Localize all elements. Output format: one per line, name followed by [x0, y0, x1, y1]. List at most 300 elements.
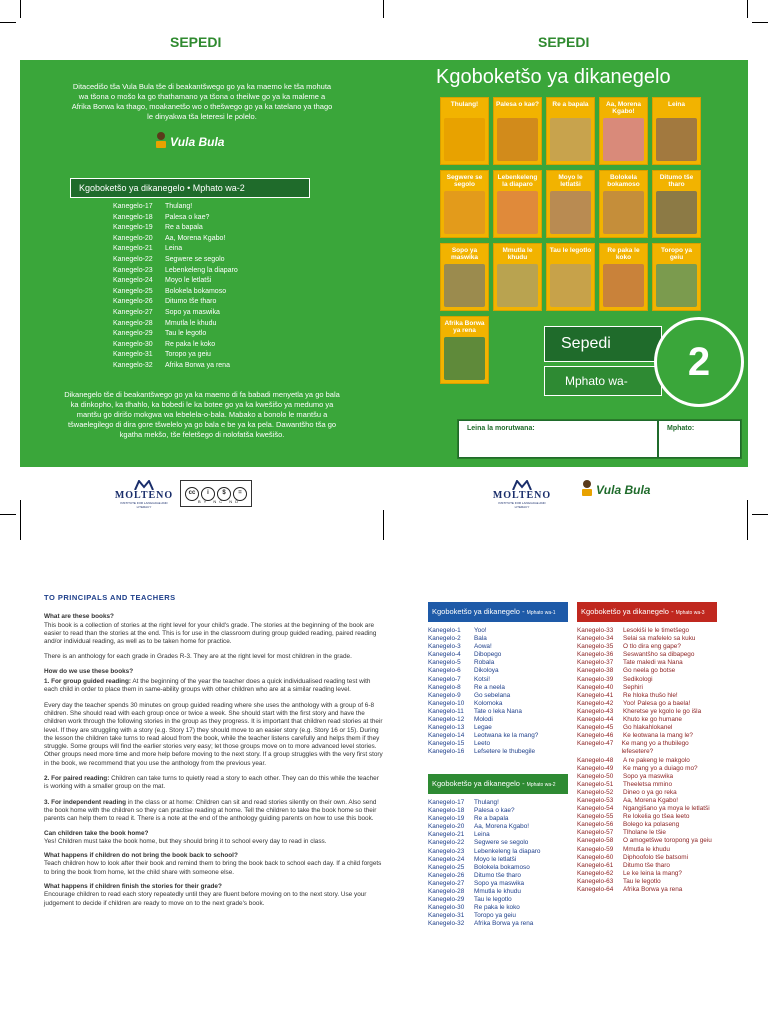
story-row [577, 789, 719, 797]
grade1-heading [428, 602, 568, 622]
story-row [577, 886, 719, 894]
story-number: Kanegelo-9 [428, 691, 461, 699]
story-title: Leina [474, 831, 490, 839]
story-number: Kanegelo-11 [428, 707, 464, 715]
question-heading: What are these books? [44, 613, 114, 621]
story-title: Re paka le koko [165, 340, 216, 348]
story-number: Kanegelo-64 [577, 886, 614, 893]
story-row [428, 684, 568, 692]
story-title: Re a bapala [474, 815, 509, 823]
story-title: Sopo ya maswika [474, 879, 525, 887]
story-title: Ditumo tše tharo [165, 298, 217, 306]
story-number: Kanegelo-31 [428, 912, 465, 920]
story-title: Moyo le letlatši [474, 855, 517, 863]
learner-grade-field[interactable]: Mphato: [658, 420, 741, 458]
story-number: Kanegelo-18 [428, 807, 465, 815]
story-title: Leeto [474, 740, 490, 748]
crop-mark [20, 0, 21, 18]
vula-bula-logo-text: Vula Bula [596, 483, 651, 497]
story-number: Kanegelo-30 [113, 340, 153, 348]
story-title: Aowa! [474, 643, 492, 651]
story-row [428, 748, 568, 756]
story-number: Kanegelo-39 [577, 675, 614, 683]
story-number: Kanegelo-2 [428, 635, 461, 643]
story-row [428, 864, 568, 872]
story-title: Tlholane le tšie [623, 829, 666, 837]
story-title: Thulang! [165, 203, 193, 210]
story-number: Kanegelo-25 [113, 287, 153, 295]
book-title: Afrika Borwa ya rena [444, 320, 485, 334]
story-number: Kanegelo-14 [428, 732, 465, 740]
story-row [113, 329, 313, 340]
story-title: Dikoloya [474, 667, 499, 675]
story-title: Sephiri [623, 683, 643, 691]
paragraph [44, 799, 384, 824]
story-row [577, 821, 719, 829]
story-title: Aa, Morena Kgabo! [474, 823, 530, 831]
story-number: Kanegelo-56 [577, 821, 614, 829]
vula-bula-logo-right [576, 478, 656, 502]
question-heading: What happens if children do not bring the book back to school? [44, 852, 238, 860]
story-number: Kanegelo-30 [428, 904, 465, 912]
story-number: Kanegelo-47 [577, 740, 614, 748]
story-title: Legae [474, 724, 492, 732]
story-row [577, 676, 719, 684]
paragraph [44, 678, 384, 695]
story-title: Le ke leina la mang? [623, 869, 682, 877]
story-title: A re pakeng le makgolo [623, 756, 690, 764]
story-title: Bolokela bokamoso [474, 863, 530, 871]
story-row [113, 202, 313, 213]
book-cover [493, 97, 542, 165]
story-number: Kanegelo-26 [113, 298, 153, 306]
story-number: Kanegelo-23 [113, 266, 153, 274]
molteno-mark-icon [511, 480, 533, 490]
story-title: Re a neela [474, 683, 505, 691]
story-number: Kanegelo-12 [428, 716, 465, 724]
molteno-name: MOLTENO [114, 490, 174, 501]
story-row [577, 765, 719, 773]
book-cover [546, 243, 595, 311]
story-number: Kanegelo-36 [577, 651, 614, 659]
book-cover [493, 243, 542, 311]
story-title: Bala [474, 635, 487, 643]
grade-number-circle: 2 [654, 317, 744, 407]
story-number: Kanegelo-50 [577, 772, 614, 780]
back-intro-text: Ditacedišo tša Vula Bula tše di beakantšwego go ya ka maemo ke tša mohuta wa tšona o mošo ka go thathamano ya tšona o theilwe go ya ka maleme a Afrika Borwa ka thago, moakanetšo wo o thešwego go ya ka tatelano ya thago le dinyakwa tša leteresi le polelo. [71, 82, 333, 121]
book-illustration [497, 118, 538, 161]
story-row [428, 831, 568, 839]
story-number: Kanegelo-40 [577, 683, 614, 691]
story-title: Mmutla le khudu [165, 319, 217, 327]
book-title: Aa, Morena Kgabo! [605, 101, 642, 115]
story-row [113, 244, 313, 255]
story-title: Mmutla le khudu [623, 845, 670, 853]
story-row [428, 799, 568, 807]
story-title: Selai sa mafelelo sa kuku [623, 635, 696, 643]
story-title: Kotsi! [474, 675, 490, 683]
story-number: Kanegelo-5 [428, 659, 461, 667]
story-number: Kanegelo-63 [577, 877, 614, 885]
book-title: Lebenkeleng la diaparo [497, 174, 538, 188]
grade3-heading-text: Kgoboketšo ya dikanegelo - [581, 607, 676, 616]
story-number: Kanegelo-7 [428, 675, 461, 683]
story-row [577, 724, 719, 732]
story-number: Kanegelo-6 [428, 667, 461, 675]
story-number: Kanegelo-8 [428, 683, 461, 691]
story-row [428, 888, 568, 896]
story-number: Kanegelo-32 [113, 361, 153, 369]
principals-heading: TO PRINCIPALS AND TEACHERS [44, 593, 176, 602]
story-row [428, 839, 568, 847]
story-number: Kanegelo-19 [113, 224, 153, 232]
book-illustration [550, 191, 591, 234]
story-number: Kanegelo-18 [113, 213, 153, 221]
grade2-heading [428, 774, 568, 794]
grade2-story-list [428, 799, 568, 929]
grade1-story-list [428, 627, 568, 757]
story-title: Segwere se segolo [165, 255, 225, 263]
book-illustration [656, 118, 697, 161]
question-heading: What happens if children finish the stories for their grade? [44, 883, 222, 891]
book-cover [652, 170, 701, 238]
paragraph: Every day the teacher spends 30 minutes on group guided reading where she uses the anthology with a group of 6-8 children. She should read with each group once or twice a week. She should start with the first story and have the children work through the following stories in the group as they progress. It is important that children read stories at their level. If they are struggling with a story (e.g. Story 17) they should move to an easier story (e.g. Story 16 or 15). During the lesson the children take turns to read aloud from the book, while the teacher listens carefully and helps them if they struggle. Some groups will find the earlier stories very easy; let those groups move on to more advanced level stories. Other groups need more time and more help before moving to the next story. If a group struggles with the very first story in the book, we recommend that you use the anthology from the previous year. [44, 701, 383, 767]
story-title: Kolomoka [474, 699, 503, 707]
story-row [577, 781, 719, 789]
story-row [428, 856, 568, 864]
question-heading: Can children take the book home? [44, 829, 149, 837]
story-title: Re paka le koko [474, 904, 520, 912]
story-title: Re hloka thušo hle! [623, 691, 678, 699]
language-header-right: SEPEDI [538, 34, 590, 50]
story-row [428, 896, 568, 904]
molteno-name: MOLTENO [492, 490, 552, 501]
book-title: Toropo ya geiu [661, 247, 692, 261]
story-row [577, 692, 719, 700]
story-number: Kanegelo-3 [428, 643, 461, 651]
story-title: Tate o leka Nana [474, 707, 522, 715]
story-title: Segwere se segolo [474, 839, 529, 847]
story-title: Ke leotwana la mang le? [623, 732, 693, 740]
story-row [113, 340, 313, 351]
book-illustration [656, 264, 697, 307]
story-number: Kanegelo-17 [113, 203, 153, 210]
story-number: Kanegelo-21 [428, 831, 465, 839]
story-number: Kanegelo-60 [577, 853, 614, 861]
story-row [428, 676, 568, 684]
book-cover [440, 243, 489, 311]
story-title: O amogetšwe toropong ya geiu [623, 837, 712, 845]
story-number: Kanegelo-28 [113, 319, 153, 327]
story-number: Kanegelo-21 [113, 245, 153, 253]
language-header-left: SEPEDI [170, 34, 222, 50]
story-row [577, 700, 719, 708]
paragraph: Teach children how to look after their book and remind them to bring the book back to school each day. If a child forgets to bring the book from home, let the child share with someone else. [44, 860, 382, 876]
story-title: Molodi [474, 716, 493, 724]
story-title: Mmutla le khudu [474, 888, 521, 896]
paragraph-body: in the class or at home: Children can sit and read stories silently on their own. Also send the book home with the children so they can practise reading at home. Tell the children to take the book home so their parents can help them to read it. There is a note at the end of the anthology guiding parents on how to use this book. [44, 798, 377, 823]
story-number: Kanegelo-52 [577, 788, 614, 796]
story-number: Kanegelo-23 [428, 847, 465, 855]
story-row [428, 904, 568, 912]
story-row [113, 276, 313, 287]
grade1-heading-grade: Mphato wa-1 [526, 610, 556, 616]
book-cover [546, 97, 595, 165]
story-title: Lebenkeleng la diaparo [474, 847, 541, 855]
grade3-story-list [577, 627, 719, 894]
story-number: Kanegelo-61 [577, 861, 614, 869]
story-title: Re lokelia go tšea leeto [623, 813, 690, 821]
story-row [577, 773, 719, 781]
story-number: Kanegelo-15 [428, 740, 465, 748]
story-number: Kanegelo-27 [113, 308, 153, 316]
story-row [577, 757, 719, 765]
story-title: Afrika Borwa ya rena [623, 886, 683, 893]
story-number: Kanegelo-48 [577, 756, 614, 764]
story-title: Leotwana ke la mang? [474, 732, 539, 740]
book-title: Re a bapala [552, 101, 589, 108]
story-title: Sopo ya maswika [623, 772, 674, 780]
story-row [113, 223, 313, 234]
book-illustration [444, 264, 485, 307]
story-number: Kanegelo-22 [113, 255, 153, 263]
story-row [428, 716, 568, 724]
molteno-mark-icon [133, 480, 155, 490]
story-number: Kanegelo-44 [577, 716, 614, 724]
story-row [428, 692, 568, 700]
book-illustration [603, 118, 644, 161]
book-title: Re paka le koko [607, 247, 640, 261]
story-number: Kanegelo-45 [577, 724, 614, 732]
story-number: Kanegelo-24 [113, 277, 153, 285]
molteno-subtitle: INSTITUTE FOR LANGUAGE AND LITERACY [498, 501, 546, 509]
story-row [428, 815, 568, 823]
story-row [577, 805, 719, 813]
paragraph-body: Children can take turns to quietly read a story to each other. They can do this while the teacher is working with a smaller group on the mat. [44, 775, 379, 791]
story-title: Ke mang yo a thubilego lefesetere? [621, 740, 689, 756]
story-row [113, 297, 313, 308]
paragraph-lead: 1. For group guided reading: [44, 678, 131, 686]
story-number: Kanegelo-37 [577, 659, 614, 667]
story-row [428, 700, 568, 708]
story-title: Ngangišano ya moya le letlatši [623, 805, 710, 813]
story-row [577, 870, 719, 878]
principals-section [44, 594, 384, 908]
crop-mark [20, 500, 21, 540]
story-title: Lebenkeleng la diaparo [165, 266, 238, 274]
story-row [577, 659, 719, 667]
story-number: Kanegelo-31 [113, 351, 153, 359]
story-title: Lesokiši le le timetšego [623, 627, 690, 634]
story-number: Kanegelo-24 [428, 855, 465, 863]
story-title: Kheretse ye kgolo le go išla [623, 707, 702, 715]
story-number: Kanegelo-55 [577, 813, 614, 821]
crop-mark [383, 0, 384, 18]
story-row [113, 213, 313, 224]
story-row [577, 837, 719, 845]
book-cover [493, 170, 542, 238]
story-row [428, 708, 568, 716]
story-row [577, 797, 719, 805]
story-number: Kanegelo-19 [428, 815, 465, 823]
story-row [113, 234, 313, 245]
book-cover [599, 97, 648, 165]
book-cover [599, 170, 648, 238]
story-number: Kanegelo-34 [577, 635, 614, 643]
book-title: Mmutla le khudu [502, 247, 533, 261]
story-title: Go hlakahlokanel [623, 724, 673, 732]
crop-mark [747, 0, 748, 18]
story-title: Palesa o kae? [474, 807, 515, 815]
by-icon: i [201, 487, 215, 501]
story-row [577, 854, 719, 862]
story-number: Kanegelo-29 [428, 896, 465, 904]
story-title: Bolokela bokamoso [165, 287, 227, 295]
book-title: Moyo le letlatši [558, 174, 583, 188]
story-row [428, 651, 568, 659]
book-title: Thulang! [450, 101, 479, 108]
story-number: Kanegelo-62 [577, 869, 614, 877]
story-title: Theeletsa mmino [623, 780, 673, 788]
book-illustration [444, 191, 485, 234]
story-title: Go neela go botse [623, 667, 676, 675]
molteno-logo-left [114, 480, 174, 509]
story-title: Diphoofolo tše batsomi [623, 853, 689, 861]
story-row [577, 716, 719, 724]
story-title: Dineo o ya go reka [623, 788, 677, 796]
story-row [113, 308, 313, 319]
story-row [577, 878, 719, 886]
book-illustration [444, 118, 485, 161]
story-title: Aa, Morena Kgabo! [623, 796, 679, 804]
book-cover [546, 170, 595, 238]
story-number: Kanegelo-10 [428, 699, 465, 707]
book-cover [652, 243, 701, 311]
reading-child-icon [580, 479, 594, 497]
story-row [428, 920, 568, 928]
language-badge: Sepedi [544, 326, 662, 362]
book-illustration [550, 264, 591, 307]
story-row [428, 635, 568, 643]
story-title: Tau le legotlo [165, 330, 207, 338]
grade-label: Mphato wa- [544, 366, 662, 396]
story-row [577, 846, 719, 854]
story-row [428, 807, 568, 815]
story-number: Kanegelo-20 [428, 823, 465, 831]
vula-bula-logo-text: Vula Bula [170, 135, 225, 149]
cc-icon: cc [185, 487, 199, 501]
book-cover [440, 97, 489, 165]
story-row [428, 659, 568, 667]
back-bottom-text: Dikanegelo tše di beakantšwego go ya ka maemo di fa babadi menyetla ya go bala ka dinkopho, ka tlhahlo, ka bobedi le ka botee go ya ka kwešišo ya medumo ya mantšu go dirišo mokgwa wa lebelela-o-bala. Mabako a bonolo le mantšu a tšwaelegilego di dira gore tšwelelo ya go bala e be ya ka pela. Dawantšho tša go kgatha mekšo, tše feletšego di nolofatša kwešišo. [64, 390, 340, 439]
paragraph: Encourage children to read each story repeatedly until they are fluent before moving on to the next story. Use your judgement to decide if children are ready to move on to the next grade's book. [44, 891, 367, 907]
story-row [428, 724, 568, 732]
story-row [113, 287, 313, 298]
book-illustration [444, 337, 485, 380]
book-illustration [603, 191, 644, 234]
story-number: Kanegelo-20 [113, 234, 153, 242]
front-title: Kgoboketšo ya dikanegelo [436, 66, 671, 88]
story-number: Kanegelo-32 [428, 920, 465, 928]
story-row [577, 829, 719, 837]
story-row [577, 862, 719, 870]
book-cover [652, 97, 701, 165]
grade3-heading-grade: Mphato wa-3 [675, 610, 705, 616]
learner-name-field[interactable]: Leina la morutwana: [458, 420, 658, 458]
story-title: Lefsetere le thubegile [474, 748, 536, 756]
story-row [577, 635, 719, 643]
story-title: Re a bapala [165, 224, 203, 232]
back-story-list [113, 202, 313, 372]
back-cover [20, 60, 384, 467]
question-heading: How do we use these books? [44, 667, 134, 675]
learner-name-box [457, 419, 742, 459]
nc-icon: $ [217, 487, 231, 501]
story-number: Kanegelo-17 [428, 799, 465, 806]
story-title: Thulang! [474, 799, 499, 806]
book-illustration [550, 118, 591, 161]
story-title: O tlo dira eng gape? [623, 643, 681, 651]
story-row [577, 813, 719, 821]
reading-child-icon [154, 131, 168, 149]
book-title: Sopo ya maswika [450, 247, 479, 261]
story-title: Dibopego [474, 651, 502, 659]
story-title: Ditumo tše tharo [623, 861, 670, 869]
back-list-heading: Kgoboketšo ya dikanegelo • Mphato wa-2 [70, 178, 310, 198]
paragraph: There is an anthology for each grade in Grades R-3. They are at the right level for most children in the grade. [44, 653, 352, 661]
story-number: Kanegelo-35 [577, 643, 614, 651]
story-title: Palesa o kae? [165, 213, 210, 221]
story-row [428, 823, 568, 831]
book-title: Ditumo tše tharo [659, 174, 694, 188]
story-row [577, 732, 719, 740]
story-row [577, 643, 719, 651]
cover-spread [20, 60, 748, 467]
story-title: Sedikologi [623, 675, 653, 683]
book-cover [599, 243, 648, 311]
story-number: Kanegelo-43 [577, 707, 614, 715]
crop-mark [752, 514, 768, 515]
story-number: Kanegelo-57 [577, 829, 614, 837]
story-number: Kanegelo-49 [577, 764, 614, 772]
story-title: Robala [474, 659, 495, 667]
book-title: Palesa o kae? [496, 101, 539, 108]
grade2-heading-text: Kgoboketšo ya dikanegelo - [432, 779, 527, 788]
story-row [577, 627, 719, 635]
story-row [428, 732, 568, 740]
story-number: Kanegelo-28 [428, 888, 465, 896]
story-row [113, 266, 313, 277]
story-number: Kanegelo-33 [577, 627, 614, 634]
story-title: Tau le legotlo [623, 877, 661, 885]
grade2-heading-grade: Mphato wa-2 [526, 782, 556, 788]
crop-mark [747, 500, 748, 540]
story-title: Toropo ya geiu [165, 351, 211, 359]
front-cover [384, 60, 748, 467]
book-title: Leina [668, 101, 685, 108]
story-number: Kanegelo-4 [428, 651, 461, 659]
story-number: Kanegelo-54 [577, 805, 614, 813]
molteno-logo-right [492, 480, 552, 509]
story-title: Moyo le letlatši [165, 277, 212, 285]
story-title: Tate maledi wa Nana [623, 659, 683, 667]
story-title: Yoo! Palesa go a baela! [623, 699, 691, 707]
story-row [577, 651, 719, 659]
story-row [428, 912, 568, 920]
vula-bula-logo [150, 130, 230, 154]
story-row [428, 627, 568, 635]
paragraph: This book is a collection of stories at the right level for your child's grade. The stories at the beginning of the book are easier to read than the stories at the end. This is for use in the classroom during group guided reading, paired reading and/or individual reading, as well as to be taken home for practice. [44, 621, 377, 646]
